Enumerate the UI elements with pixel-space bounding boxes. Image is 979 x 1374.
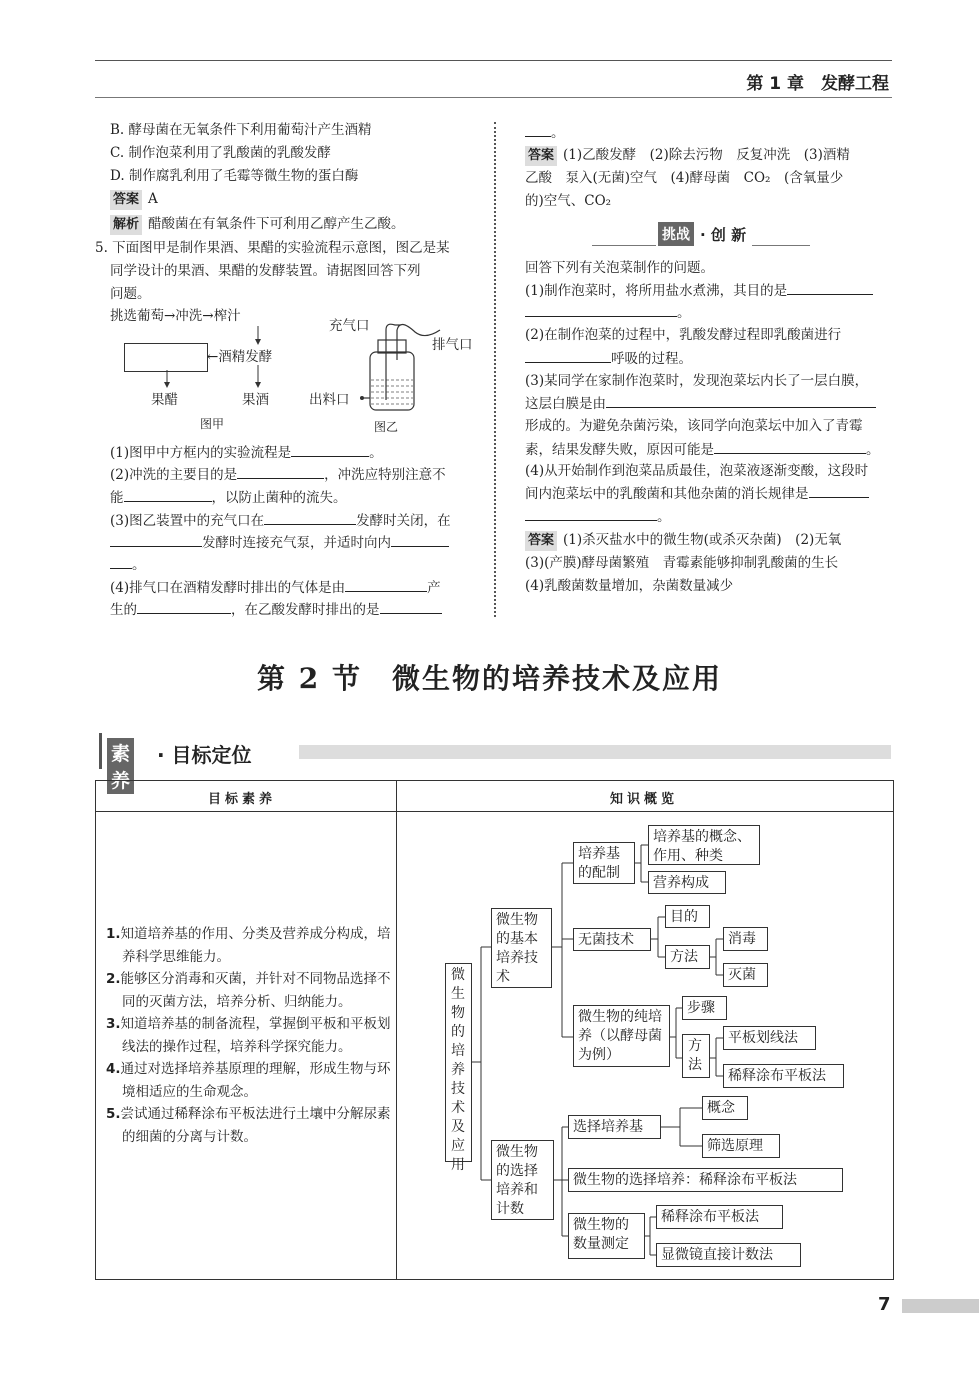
option-b: B. 酵母菌在无氧条件下利用葡萄汁产生酒精: [110, 122, 372, 138]
r-answer3: 的)空气、CO₂: [525, 193, 612, 209]
map-b2-2: 微生物的选择培养：稀释涂布平板法: [568, 1168, 843, 1192]
sub-q4-a: (4)排气口在酒精发酵时排出的气体是由: [110, 580, 346, 596]
suyang-badge: 素养: [107, 738, 134, 794]
sub-q3-d: 。: [132, 557, 146, 573]
answer-text-1: (1)乙酸发酵 (2)除去污物 反复冲洗 (3)酒精: [563, 147, 850, 163]
sub-q3-a: (3)图乙装置中的充气口在: [110, 513, 265, 529]
challenge-badge: 挑战: [658, 222, 694, 246]
analysis-tag: 解析: [110, 215, 142, 235]
p4c-text: 。: [657, 509, 671, 525]
map-b1-2-2-1: 消毒: [723, 927, 768, 951]
map-b1: 微生物的基本培养技术: [491, 908, 552, 988]
section-title: 第 2 节 微生物的培养技术及应用: [257, 662, 722, 695]
r0-text: 。: [551, 125, 565, 141]
goal-text: 知道培养基的制备流程，掌握倒平板和平板划线法的操作过程，培养科学探究能力。: [120, 1016, 391, 1055]
map-b2-3: 微生物的数量测定: [568, 1213, 645, 1259]
p3d-text: 素，结果发酵失败，原因可能是: [525, 442, 714, 458]
p3e-text: 。: [866, 442, 880, 458]
goal-num: 3.: [106, 1016, 121, 1032]
p1a-text: (1)制作泡菜时，将所用盐水煮沸，其目的是: [525, 283, 788, 299]
challenge-text: · 创 新: [700, 226, 747, 244]
r-intro: 回答下列有关泡菜制作的问题。: [525, 260, 714, 276]
r-p3a: (3)某同学在家制作泡菜时，发现泡菜坛内长了一层白膜，: [525, 373, 869, 389]
answer-tag: 答案: [110, 190, 142, 210]
option-c: C. 制作泡菜利用了乳酸菌的乳酸发酵: [110, 145, 331, 161]
goal-num: 2.: [106, 971, 121, 987]
p2b-text: 呼吸的过程。: [611, 351, 692, 367]
map-b2: 微生物的选择培养和计数: [491, 1140, 554, 1220]
p4b-text: 间内泡菜坛中的乳酸菌和其他杂菌的消长规律是: [525, 486, 809, 502]
map-b1-3-2-2: 稀释涂布平板法: [723, 1064, 844, 1088]
goal-num: 1.: [106, 926, 121, 942]
page-bar: [902, 1299, 979, 1313]
r-p2a: (2)在制作泡菜的过程中，乳酸发酵过程即乳酸菌进行: [525, 327, 842, 343]
answer-text: A: [148, 191, 158, 207]
goal-num: 4.: [106, 1061, 121, 1077]
sub-q2-c: 能: [110, 490, 124, 506]
q5-line3: 问题。: [110, 286, 151, 302]
sub-q1-end: 。: [369, 445, 383, 461]
fig-guojiu: 果酒: [242, 392, 269, 408]
r-p3c: 形成的。为避免杂菌污染，该同学向泡菜坛中加入了青霉: [525, 418, 863, 434]
sub-q2-a: (2)冲洗的主要目的是: [110, 467, 238, 483]
q5-line1: 5. 下面图甲是制作果酒、果醋的实验流程示意图，图乙是某: [95, 240, 450, 256]
r-answer2: 乙酸 泵入(无菌)空气 (4)酵母菌 CO₂ (含氧量少: [525, 170, 844, 186]
goal-text: 通过对选择培养基原理的理解，形成生物与环境相适应的生命观念。: [120, 1061, 391, 1100]
fig-chuliao: 出料口: [309, 392, 350, 408]
sub-q2-d: ，以防止菌种的流失。: [211, 490, 347, 506]
answer-tag: 答案: [525, 531, 557, 551]
goal-num: 5.: [106, 1106, 121, 1122]
table-header-goals: 目标素养: [208, 792, 277, 807]
sub-q3-c: 发酵时连接充气泵，并适时向内: [202, 535, 391, 551]
map-b1-3: 微生物的纯培养（以酵母菌为例）: [573, 1005, 670, 1067]
chapter-title: 第 1 章 发酵工程: [746, 74, 889, 94]
map-b1-2-2: 方法: [665, 945, 710, 969]
r-ans2-3: (4)乳酸菌数量增加，杂菌数量减少: [525, 578, 734, 594]
sub-q4-c: 生的: [110, 602, 137, 618]
map-b1-2: 无菌技术: [573, 928, 651, 951]
fig-guocu: 果醋: [151, 392, 178, 408]
sub-q1-text: (1)图甲中方框内的实验流程是: [110, 445, 292, 461]
goal-text: 尝试通过稀释涂布平板法进行土壤中分解尿素的细菌的分离与计数。: [120, 1106, 391, 1145]
map-b1-2-2-2: 灭菌: [723, 963, 768, 987]
page-number: 7: [878, 1294, 891, 1315]
goal-text: 知道培养基的作用、分类及营养成分构成，培养科学思维能力。: [120, 926, 391, 965]
p3b-text: 这层白膜是由: [525, 396, 606, 412]
map-b2-1-1: 概念: [702, 1096, 748, 1120]
option-d: D. 制作腐乳利用了毛霉等微生物的蛋白酶: [110, 168, 359, 184]
sub-q3-b: 发酵时关闭，在: [356, 513, 451, 529]
ans2-text-1: (1)杀灭盐水中的微生物(或杀灭杂菌) (2)无氧: [563, 532, 842, 548]
fig-jia-caption: 图甲: [200, 417, 225, 431]
map-root: 微生物的培养技术及应用: [445, 963, 472, 1162]
map-b1-3-1: 步骤: [682, 996, 727, 1020]
map-b1-3-2-1: 平板划线法: [723, 1026, 816, 1050]
answer-tag: 答案: [525, 146, 557, 166]
sub-q4-b: 产: [427, 580, 441, 596]
r-ans2-2: (3)(产膜)酵母菌繁殖 青霉素能够抑制乳酸菌的生长: [525, 555, 839, 571]
map-b1-1-2: 营养构成: [648, 871, 726, 894]
map-b1-1: 培养基的配制: [573, 842, 635, 884]
map-b1-1-1: 培养基的概念、作用、种类: [648, 825, 760, 865]
suyang-text: · 目标定位: [157, 743, 252, 767]
map-b2-3-1: 稀释涂布平板法: [656, 1205, 783, 1229]
map-b1-2-1: 目的: [665, 905, 710, 928]
sub-q2-b: ，冲洗应特别注意不: [324, 467, 446, 483]
fig-flow: 挑选葡萄→冲洗→榨汁: [110, 308, 241, 324]
map-b2-1: 选择培养基: [568, 1115, 661, 1139]
fig-yi-caption: 图乙: [374, 420, 399, 434]
p1b-text: 。: [677, 305, 691, 321]
analysis-text: 醋酸菌在有氧条件下可利用乙醇产生乙酸。: [148, 216, 405, 232]
q5-line2: 同学设计的果酒、果醋的发酵装置。请据图回答下列: [110, 263, 421, 279]
map-b2-1-2: 筛选原理: [702, 1134, 780, 1158]
goal-text: 能够区分消毒和灭菌，并针对不同物品选择不同的灭菌方法，培养分析、归纳能力。: [120, 971, 391, 1010]
fig-chongqi: 充气口: [329, 318, 370, 334]
sub-q4-d: ，在乙酸发酵时排出的是: [231, 602, 380, 618]
table-header-overview: 知识概览: [610, 792, 679, 807]
fig-paiqi: 排气口: [432, 337, 473, 353]
fig-jiujing: ←酒精发酵: [207, 349, 273, 365]
map-b1-3-2: 方法: [682, 1034, 710, 1078]
r-p4a: (4)从开始制作到泡菜品质最佳，泡菜液逐渐变酸，这段时: [525, 463, 869, 479]
map-b2-3-2: 显微镜直接计数法: [656, 1243, 801, 1267]
